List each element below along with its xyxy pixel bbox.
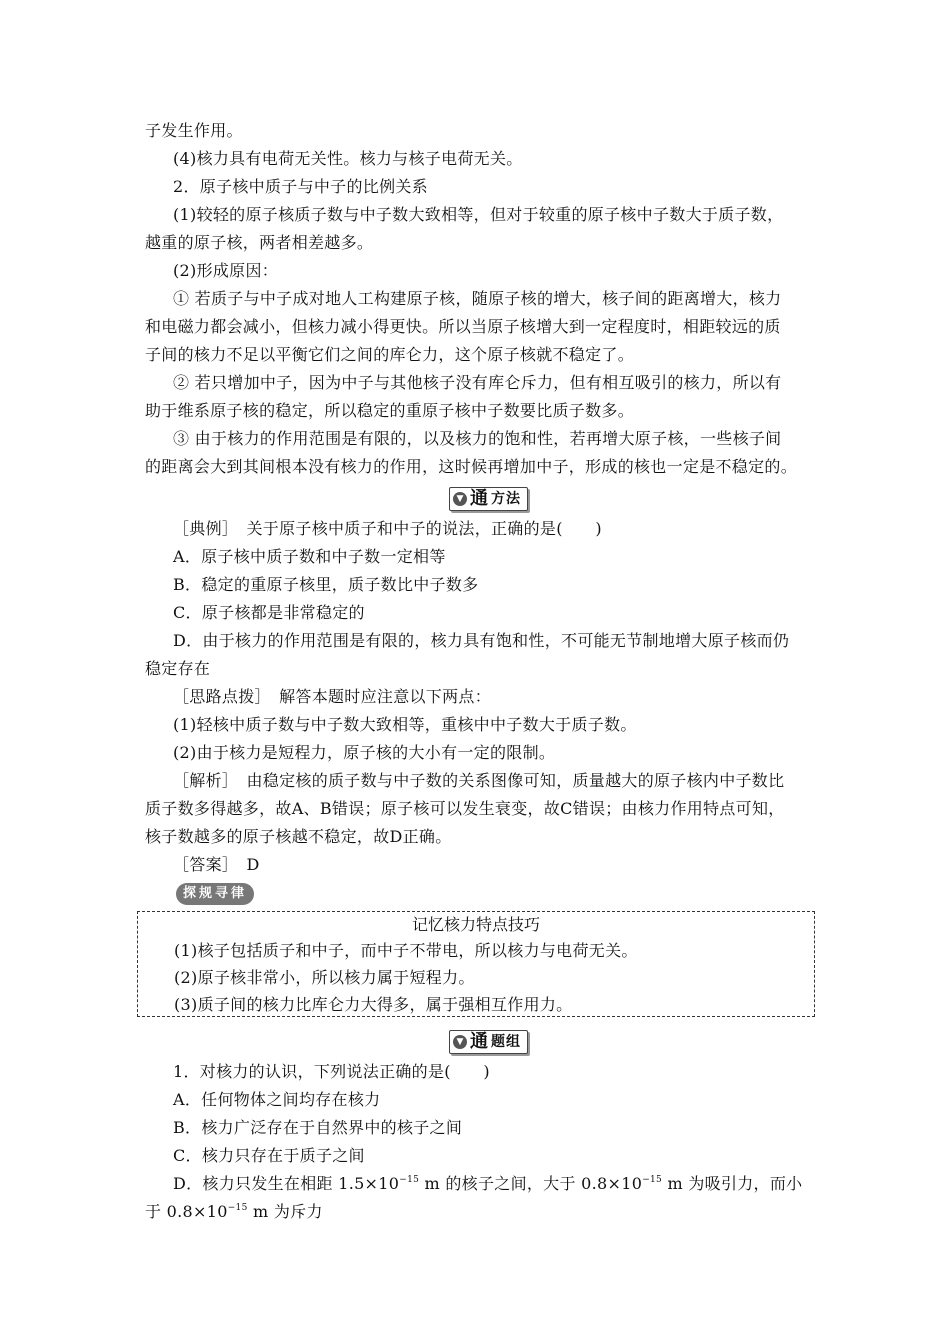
tip-item: (1)核子包括质子和中子，而中子不带电，所以核力与电荷无关。 [174, 941, 638, 960]
section-heading-label: 方法 [491, 491, 521, 507]
example-option-a: A．原子核中质子数和中子数一定相等 [173, 547, 446, 566]
text-line: 子间的核力不足以平衡它们之间的库仑力，这个原子核就不稳定了。 [145, 345, 635, 364]
text-line: (4)核力具有电荷无关性。核力与核子电荷无关。 [173, 149, 523, 168]
tip-label-badge: 探规寻律 [176, 883, 254, 905]
text-line: 2．原子核中质子与中子的比例关系 [173, 177, 428, 196]
exercise-question: 1．对核力的认识，下列说法正确的是( ) [173, 1062, 490, 1081]
exercise-option-b: B．核力广泛存在于自然界中的核子之间 [173, 1118, 463, 1137]
tip-item: (3)质子间的核力比库仑力大得多，属于强相互作用力。 [174, 995, 573, 1014]
text-line: 和电磁力都会减小，但核力减小得更快。所以当原子核增大到一定程度时，相距较远的质 [145, 317, 781, 336]
example-option-d-cont: 稳定存在 [145, 659, 211, 678]
option-d-text: m 的核子之间，大于 0.8×10 [419, 1174, 643, 1193]
text-line: 的距离会大到其间根本没有核力的作用，这时候再增加中子，形成的核也一定是不稳定的。 [145, 457, 798, 476]
text-line: 越重的原子核，两者相差越多。 [145, 233, 374, 252]
option-d-text: m 为斥力 [247, 1202, 323, 1221]
example-option-c: C．原子核都是非常稳定的 [173, 603, 365, 622]
section-heading-char: 通 [470, 488, 488, 509]
hint-item: (1)轻核中质子数与中子数大致相等，重核中中子数大于质子数。 [173, 715, 637, 734]
text-line: ② 若只增加中子，因为中子与其他核子没有库仑斥力，但有相互吸引的核力，所以有 [173, 373, 782, 392]
tip-box [137, 911, 815, 1017]
section-heading-exercise [449, 1030, 528, 1054]
option-d-text: m 为吸引力，而小 [662, 1174, 803, 1193]
text-line: ③ 由于核力的作用范围是有限的，以及核力的饱和性，若再增大原子核，一些核子间 [173, 429, 782, 448]
option-d-text: 于 0.8×10 [145, 1202, 228, 1221]
down-triangle-icon: ▼ [453, 492, 467, 506]
example-option-d: D．由于核力的作用范围是有限的，核力具有饱和性，不可能无节制地增大原子核而仍 [173, 631, 790, 650]
text-line: (2)形成原因： [173, 261, 279, 280]
text-line: 子发生作用。 [145, 121, 243, 140]
exercise-option-a: A．任何物体之间均存在核力 [173, 1090, 381, 1109]
example-question: ［典例］ 关于原子核中质子和中子的说法，正确的是( ) [173, 519, 602, 538]
section-heading-char: 通 [470, 1031, 488, 1052]
exercise-option-d-cont [145, 1202, 323, 1222]
hint-item: (2)由于核力是短程力，原子核的大小有一定的限制。 [173, 743, 556, 762]
hint-heading: ［思路点拨］ 解答本题时应注意以下两点： [173, 687, 492, 706]
text-line: 助于维系原子核的稳定，所以稳定的重原子核中子数要比质子数多。 [145, 401, 635, 420]
analysis-line: 核子数越多的原子核越不稳定，故D正确。 [145, 827, 452, 846]
exercise-option-c: C．核力只存在于质子之间 [173, 1146, 365, 1165]
section-heading-method [449, 487, 528, 511]
tip-box-title: 记忆核力特点技巧 [411, 915, 540, 934]
analysis-line: ［解析］ 由稳定核的质子数与中子数的关系图像可知，质量越大的原子核内中子数比 [173, 771, 785, 790]
exponent: −15 [227, 1203, 248, 1213]
text-line: (1)较轻的原子核质子数与中子数大致相等，但对于较重的原子核中子数大于质子数， [173, 205, 784, 224]
section-heading-label: 题组 [491, 1034, 521, 1050]
option-d-text: D．核力只发生在相距 1.5×10 [173, 1174, 400, 1193]
analysis-line: 质子数多得越多，故A、B错误；原子核可以发生衰变，故C错误；由核力作用特点可知， [145, 799, 785, 818]
text-line: ① 若质子与中子成对地人工构建原子核，随原子核的增大，核子间的距离增大，核力 [173, 289, 782, 308]
exponent: −15 [399, 1175, 420, 1185]
exponent: −15 [642, 1175, 663, 1185]
tip-item: (2)原子核非常小，所以核力属于短程力。 [174, 968, 475, 987]
down-triangle-icon: ▼ [453, 1035, 467, 1049]
exercise-option-d [173, 1174, 802, 1194]
example-option-b: B．稳定的重原子核里，质子数比中子数多 [173, 575, 479, 594]
answer: ［答案］ D [173, 855, 260, 874]
